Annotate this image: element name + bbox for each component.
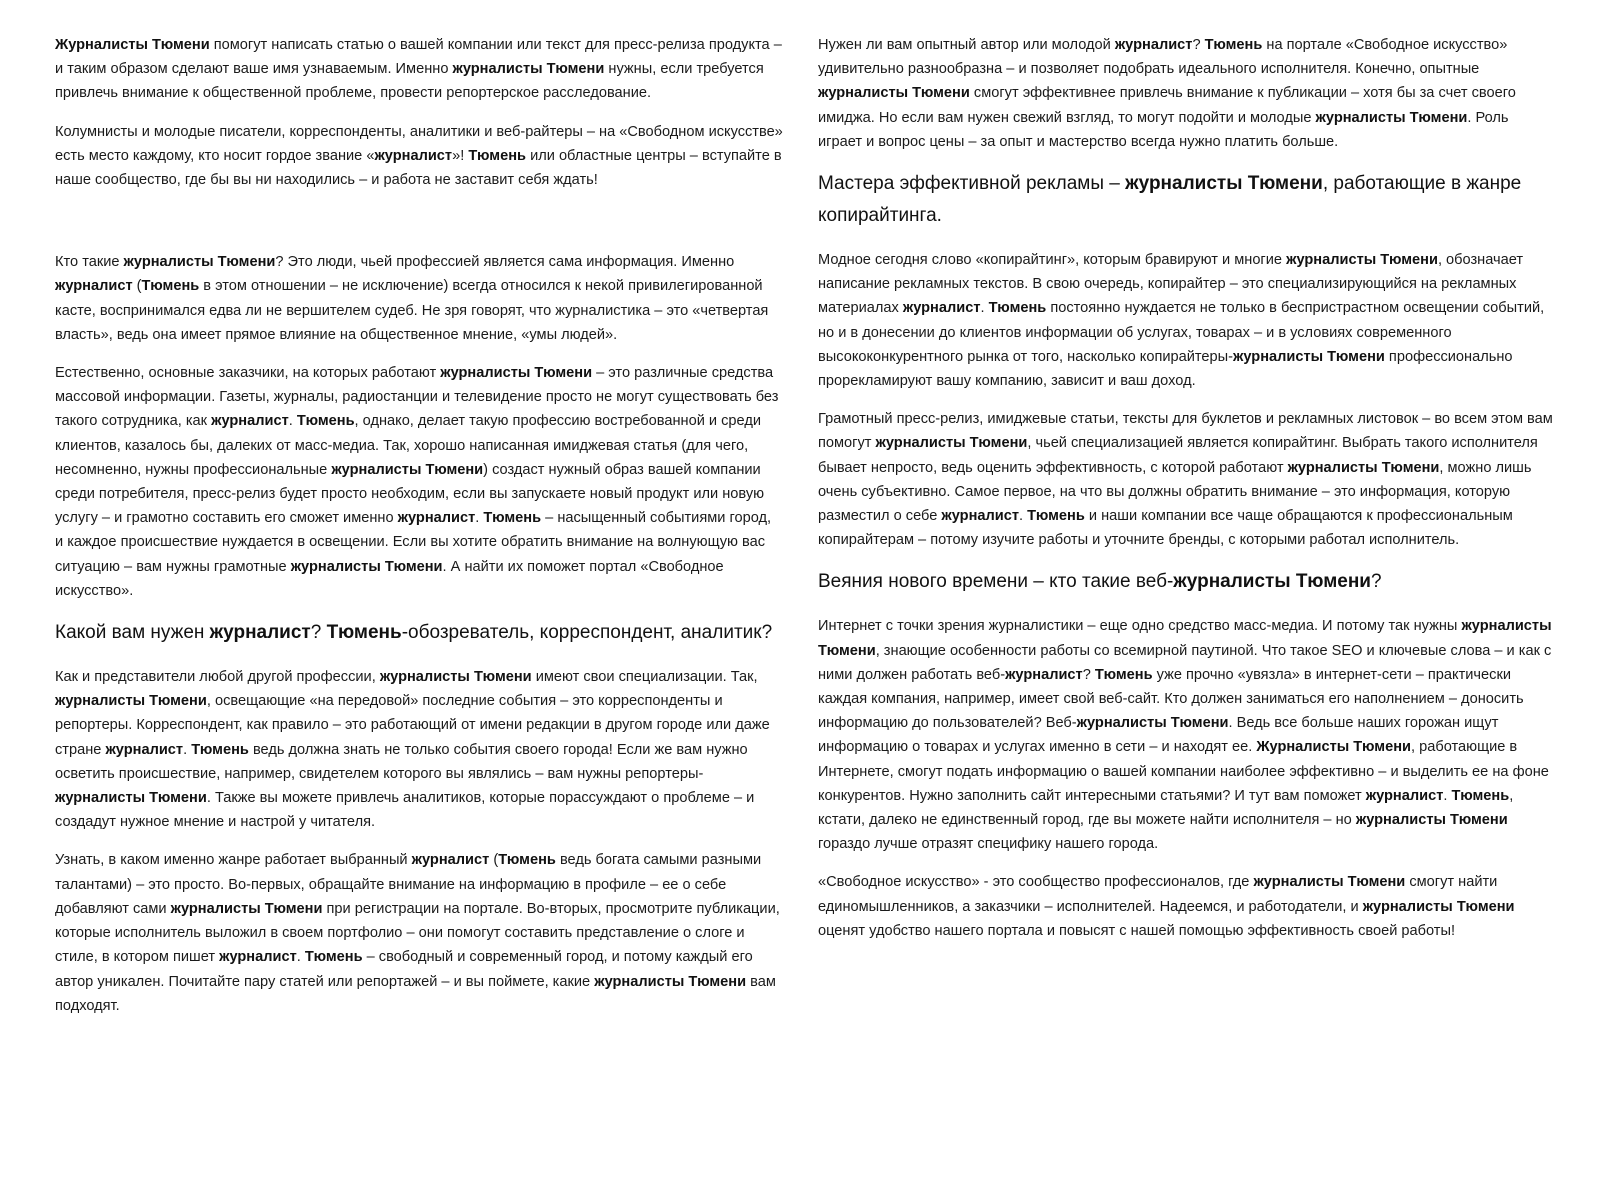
text-run: . xyxy=(296,949,305,966)
text-run: ? xyxy=(1370,571,1382,593)
text-run: постоянно нуждается не только в беспристрастном освещении событий, но и в донесении до клиентов информации об услугах, товарах – и в условиях современного высококонкурентного рынка от того, насколько копирайтеры- xyxy=(818,300,1545,365)
text-run: Нужен ли вам опытный автор или молодой xyxy=(818,37,1115,53)
text-run: ? Это люди, чьей профессией является сама информация. Именно xyxy=(275,254,735,271)
body-paragraph xyxy=(55,848,783,1017)
keyword-bold: журналист xyxy=(397,510,476,527)
keyword-bold: журналист xyxy=(219,949,297,966)
keyword-bold: Тюмень xyxy=(483,510,542,527)
keyword-bold: Тюмень xyxy=(141,278,200,295)
text-run: имеют свои специализации. Так, xyxy=(531,669,758,686)
text-run: или областные центры – вступайте в наше сообщество, где бы вы ни находились – и работа не заставит себя ждать! xyxy=(55,147,782,189)
text-run: – свободный и современный город, и потому каждый его автор уникален. Почитайте пару статей или репортажей – и вы поймете, какие xyxy=(55,949,753,990)
keyword-bold: Тюмень xyxy=(304,949,363,966)
keyword-bold: журналист xyxy=(374,147,453,164)
keyword-bold: Тюмень xyxy=(1094,666,1153,683)
text-run: ( xyxy=(489,852,499,869)
keyword-bold: Тюмень xyxy=(1204,37,1263,53)
text-run: . xyxy=(475,510,484,527)
text-run: , освещающие «на передовой» последние события – это корреспонденты и репортеры. Корреспондент, как правило – это работающий от имени редакции в другом городе или даже стране xyxy=(55,693,770,758)
body-paragraph xyxy=(55,361,783,603)
keyword-bold: Журналисты Тюмени xyxy=(1256,739,1412,756)
text-run: , кстати, далеко не единственный город, где вы можете найти исполнителя – но xyxy=(818,787,1514,829)
keyword-bold: журналисты Тюмени xyxy=(1355,812,1508,829)
keyword-bold: журналист xyxy=(1005,666,1083,683)
keyword-bold: журналист xyxy=(1365,787,1444,804)
text-run: Естественно, основные заказчики, на которых работают xyxy=(55,365,441,382)
text-run: ведь богата самыми разными талантами) – это просто. Во-первых, обращайте внимание на информацию в профиле – ее о себе добавляют сами xyxy=(55,852,762,917)
text-run: »! xyxy=(452,147,469,164)
keyword-bold: журналисты Тюмени xyxy=(55,693,207,710)
keyword-bold: журналисты Тюмени xyxy=(123,254,276,271)
keyword-bold: журналист xyxy=(55,278,133,295)
keyword-bold: журналист xyxy=(902,300,981,317)
keyword-bold: журналисты Тюмени xyxy=(1315,109,1468,126)
section-heading xyxy=(818,566,1554,598)
text-run: . xyxy=(1443,787,1452,804)
text-run: . xyxy=(288,413,297,430)
text-run: смогут эффективнее привлечь внимание к публикации – хотя бы за счет своего имиджа. Но если вам нужен свежий взгляд, то могут подойти и молодые xyxy=(818,85,1516,126)
text-run: Кто такие xyxy=(55,254,124,271)
keyword-bold: Тюмень xyxy=(326,622,402,644)
keyword-bold: журналисты Тюмени xyxy=(875,435,1028,452)
keyword-bold: журналист xyxy=(411,852,490,869)
keyword-bold: журналисты Тюмени xyxy=(1173,571,1371,593)
text-run: Узнать, в каком именно жанре работает выбранный xyxy=(55,852,412,869)
text-run: . Ведь все больше наших горожан ищут информацию о товарах и услугах именно в сети – и находят ее. xyxy=(818,715,1499,756)
section-heading xyxy=(818,168,1554,232)
text-run: профессионально прорекламируют вашу компанию, зависит и ваш доход. xyxy=(818,348,1513,390)
text-run: . Роль играет и вопрос цены – за опыт и мастерство всегда нужно платить больше. xyxy=(818,109,1509,150)
text-run: – насыщенный событиями город, и каждое происшествие нуждается в освещении. Если вы хотите обратить внимание на волнующую вас ситуацию – вам нужны грамотные xyxy=(55,510,772,575)
text-run: Веяния нового времени – кто такие веб- xyxy=(818,571,1174,593)
text-run: Как и представители любой другой профессии, xyxy=(55,669,380,686)
text-run: , работающие в Интернете, смогут подать информацию о вашей компании наиболее эффективно – и выделить ее на фоне конкурентов. Нужно заполнить сайт интересными статьями? И тут вам поможет xyxy=(818,739,1549,804)
keyword-bold: Тюмень xyxy=(468,147,527,164)
text-run: вам подходят. xyxy=(55,973,776,1014)
text-run: на портале «Свободное искусство» удивительно разнообразна – и позволяет подобрать идеального исполнителя. Конечно, опытные xyxy=(818,37,1508,78)
keyword-bold: журналист xyxy=(1114,37,1193,53)
section-spacer xyxy=(55,206,783,250)
text-run: «Свободное искусство» - это сообщество профессионалов, где xyxy=(818,874,1254,891)
keyword-bold: журналисты Тюмени xyxy=(440,365,593,382)
keyword-bold: журналисты Тюмени xyxy=(379,669,532,686)
text-run: ? xyxy=(1082,666,1095,683)
keyword-bold: журналисты Тюмени xyxy=(170,900,323,917)
body-paragraph xyxy=(55,120,783,193)
text-run: ? xyxy=(310,622,327,644)
keyword-bold: журналисты Тюмени xyxy=(1076,715,1229,732)
keyword-bold: журналист xyxy=(209,622,311,644)
body-paragraph xyxy=(55,33,783,106)
text-run: нужны, если требуется привлечь внимание к общественной проблеме, провести репортерское расследование. xyxy=(55,61,764,102)
text-run: , однако, делает такую профессию востребованной и среди клиентов, казалось бы, далеких от масс-медиа. Так, хорошо написанная имиджевая статья (для чего, несомненно, нужны профессиональные xyxy=(55,413,762,478)
body-paragraph xyxy=(818,614,1554,856)
text-run: ведь должна знать не только события своего города! Если же вам нужно осветить происшествие, например, свидетелем которого вы являлись – вам нужны репортеры- xyxy=(55,741,748,782)
section-heading xyxy=(55,617,783,649)
keyword-bold: журналист xyxy=(105,741,184,758)
body-paragraph xyxy=(55,250,783,347)
text-run: . xyxy=(1019,508,1028,525)
body-paragraph xyxy=(818,248,1554,393)
text-run: . xyxy=(980,300,989,317)
keyword-bold: журналисты Тюмени xyxy=(1125,173,1323,195)
keyword-bold: Тюмень xyxy=(191,741,249,758)
keyword-bold: Тюмень xyxy=(988,300,1047,317)
keyword-bold: журналисты Тюмени xyxy=(1286,252,1438,269)
text-run: ) создаст нужный образ вашей компании среди потребителя, пресс-релиз будет просто необходим, если вы запускаете новый продукт или новую услугу – и грамотно составить его сможет именно xyxy=(55,461,765,527)
right-column xyxy=(818,33,1554,957)
text-run: оценят удобство нашего портала и повысят с нашей помощью эффективность своей работы! xyxy=(818,922,1456,939)
keyword-bold: Тюмень xyxy=(498,852,556,869)
text-run: смогут найти единомышленников, а заказчики – исполнителей. Надеемся, и работодатели, и xyxy=(818,874,1498,915)
body-paragraph xyxy=(818,870,1554,943)
text-run: Колумнисты и молодые писатели, корреспонденты, аналитики и веб-райтеры – на «Свободном искусстве» есть место каждому, кто носит гордое звание « xyxy=(55,123,783,164)
keyword-bold: журналисты Тюмени xyxy=(594,973,747,990)
text-run: при регистрации на портале. Во-вторых, просмотрите публикации, которые исполнитель выложил в своем портфолио – они помогут составить представление о слоге и стиле, в котором пишет xyxy=(55,900,780,966)
text-run: Какой вам нужен xyxy=(55,622,210,644)
text-run: – это различные средства массовой информации. Газеты, журналы, радиостанции и телевидение просто не могут существовать без такого сотрудника, как xyxy=(55,365,779,430)
keyword-bold: Журналисты Тюмени xyxy=(55,37,210,53)
keyword-bold: Тюмень xyxy=(1027,508,1085,525)
text-run: ? xyxy=(1192,37,1205,53)
keyword-bold: журналисты Тюмени xyxy=(818,85,970,102)
keyword-bold: журналисты Тюмени xyxy=(818,618,1552,659)
text-run: и наши компании все чаще обращаются к профессиональным копирайтерам – потому изучите работы и уточните бренды, с которыми работал исполнитель. xyxy=(818,508,1513,549)
text-run: Модное сегодня слово «копирайтинг», которым бравируют и многие xyxy=(818,252,1287,269)
text-run: , можно лишь очень субъективно. Самое первое, на что вы должны обратить внимание – это информация, которую разместил о себе xyxy=(818,459,1532,525)
keyword-bold: журналисты Тюмени xyxy=(55,790,207,807)
keyword-bold: журналисты Тюмени xyxy=(1287,459,1440,476)
body-paragraph xyxy=(55,665,783,834)
text-run: гораздо лучше отразят специфику нашего города. xyxy=(818,836,1159,853)
text-run: -обозреватель, корреспондент, аналитик? xyxy=(401,622,773,644)
keyword-bold: журналист xyxy=(211,413,289,430)
text-run: уже прочно «увязла» в интернет-сети – практически каждая компания, например, имеет свой веб-сайт. Кто должен заниматься его наполнением – доносить информацию до пользователей? Веб- xyxy=(818,666,1524,732)
text-run: , знающие особенности работы со всемирной паутиной. Что такое SEO и ключевые слова – и как с ними должен работать веб- xyxy=(818,642,1552,683)
keyword-bold: журналисты Тюмени xyxy=(1233,348,1385,365)
body-paragraph xyxy=(818,407,1554,552)
text-run: Интернет с точки зрения журналистики – еще одно средство масс-медиа. И потому так нужны xyxy=(818,618,1462,635)
left-column xyxy=(55,33,783,1032)
text-run: помогут написать статью о вашей компании или текст для пресс-релиза продукта – и таким образом сделают ваше имя узнаваемым. Именно xyxy=(55,37,782,78)
keyword-bold: журналисты Тюмени xyxy=(1253,874,1406,891)
keyword-bold: журналисты Тюмени xyxy=(290,558,443,575)
keyword-bold: журналисты Тюмени xyxy=(331,461,484,478)
text-run: Грамотный пресс-релиз, имиджевые статьи, тексты для буклетов и рекламных листовок – во всем этом вам помогут xyxy=(818,411,1553,452)
text-run: ( xyxy=(132,278,142,295)
text-run: в этом отношении – не исключение) всегда относился к некой привилегированной касте, воспринимался едва ли не вершителем судеб. Не зря говорят, что журналистика – это «четвертая власть», ведь она имеет прямое влияние на общественное мнение, «умы людей». xyxy=(55,278,769,343)
text-run: . Также вы можете привлечь аналитиков, которые порассуждают о проблеме – и создадут нужное мнение и настрой у читателя. xyxy=(55,790,755,831)
text-run: Мастера эффективной рекламы – xyxy=(818,173,1126,195)
keyword-bold: журналист xyxy=(941,508,1020,525)
text-run: . xyxy=(183,741,192,758)
keyword-bold: Тюмень xyxy=(1451,787,1510,804)
text-run: , обозначает написание рекламных текстов. В свою очередь, копирайтер – это специализирующийся на рекламных материалах xyxy=(818,252,1524,317)
text-run: , чьей специализацией является копирайтинг. Выбрать такого исполнителя бывает непросто, ведь оценить эффективность, с которой работают xyxy=(818,435,1538,476)
keyword-bold: Тюмень xyxy=(296,413,355,430)
text-run: . А найти их поможет портал «Свободное искусство». xyxy=(55,558,724,599)
keyword-bold: журналисты Тюмени xyxy=(452,61,605,78)
body-paragraph xyxy=(818,33,1554,154)
keyword-bold: журналисты Тюмени xyxy=(1362,898,1515,915)
text-run: , работающие в жанре копирайтинга. xyxy=(818,173,1522,227)
